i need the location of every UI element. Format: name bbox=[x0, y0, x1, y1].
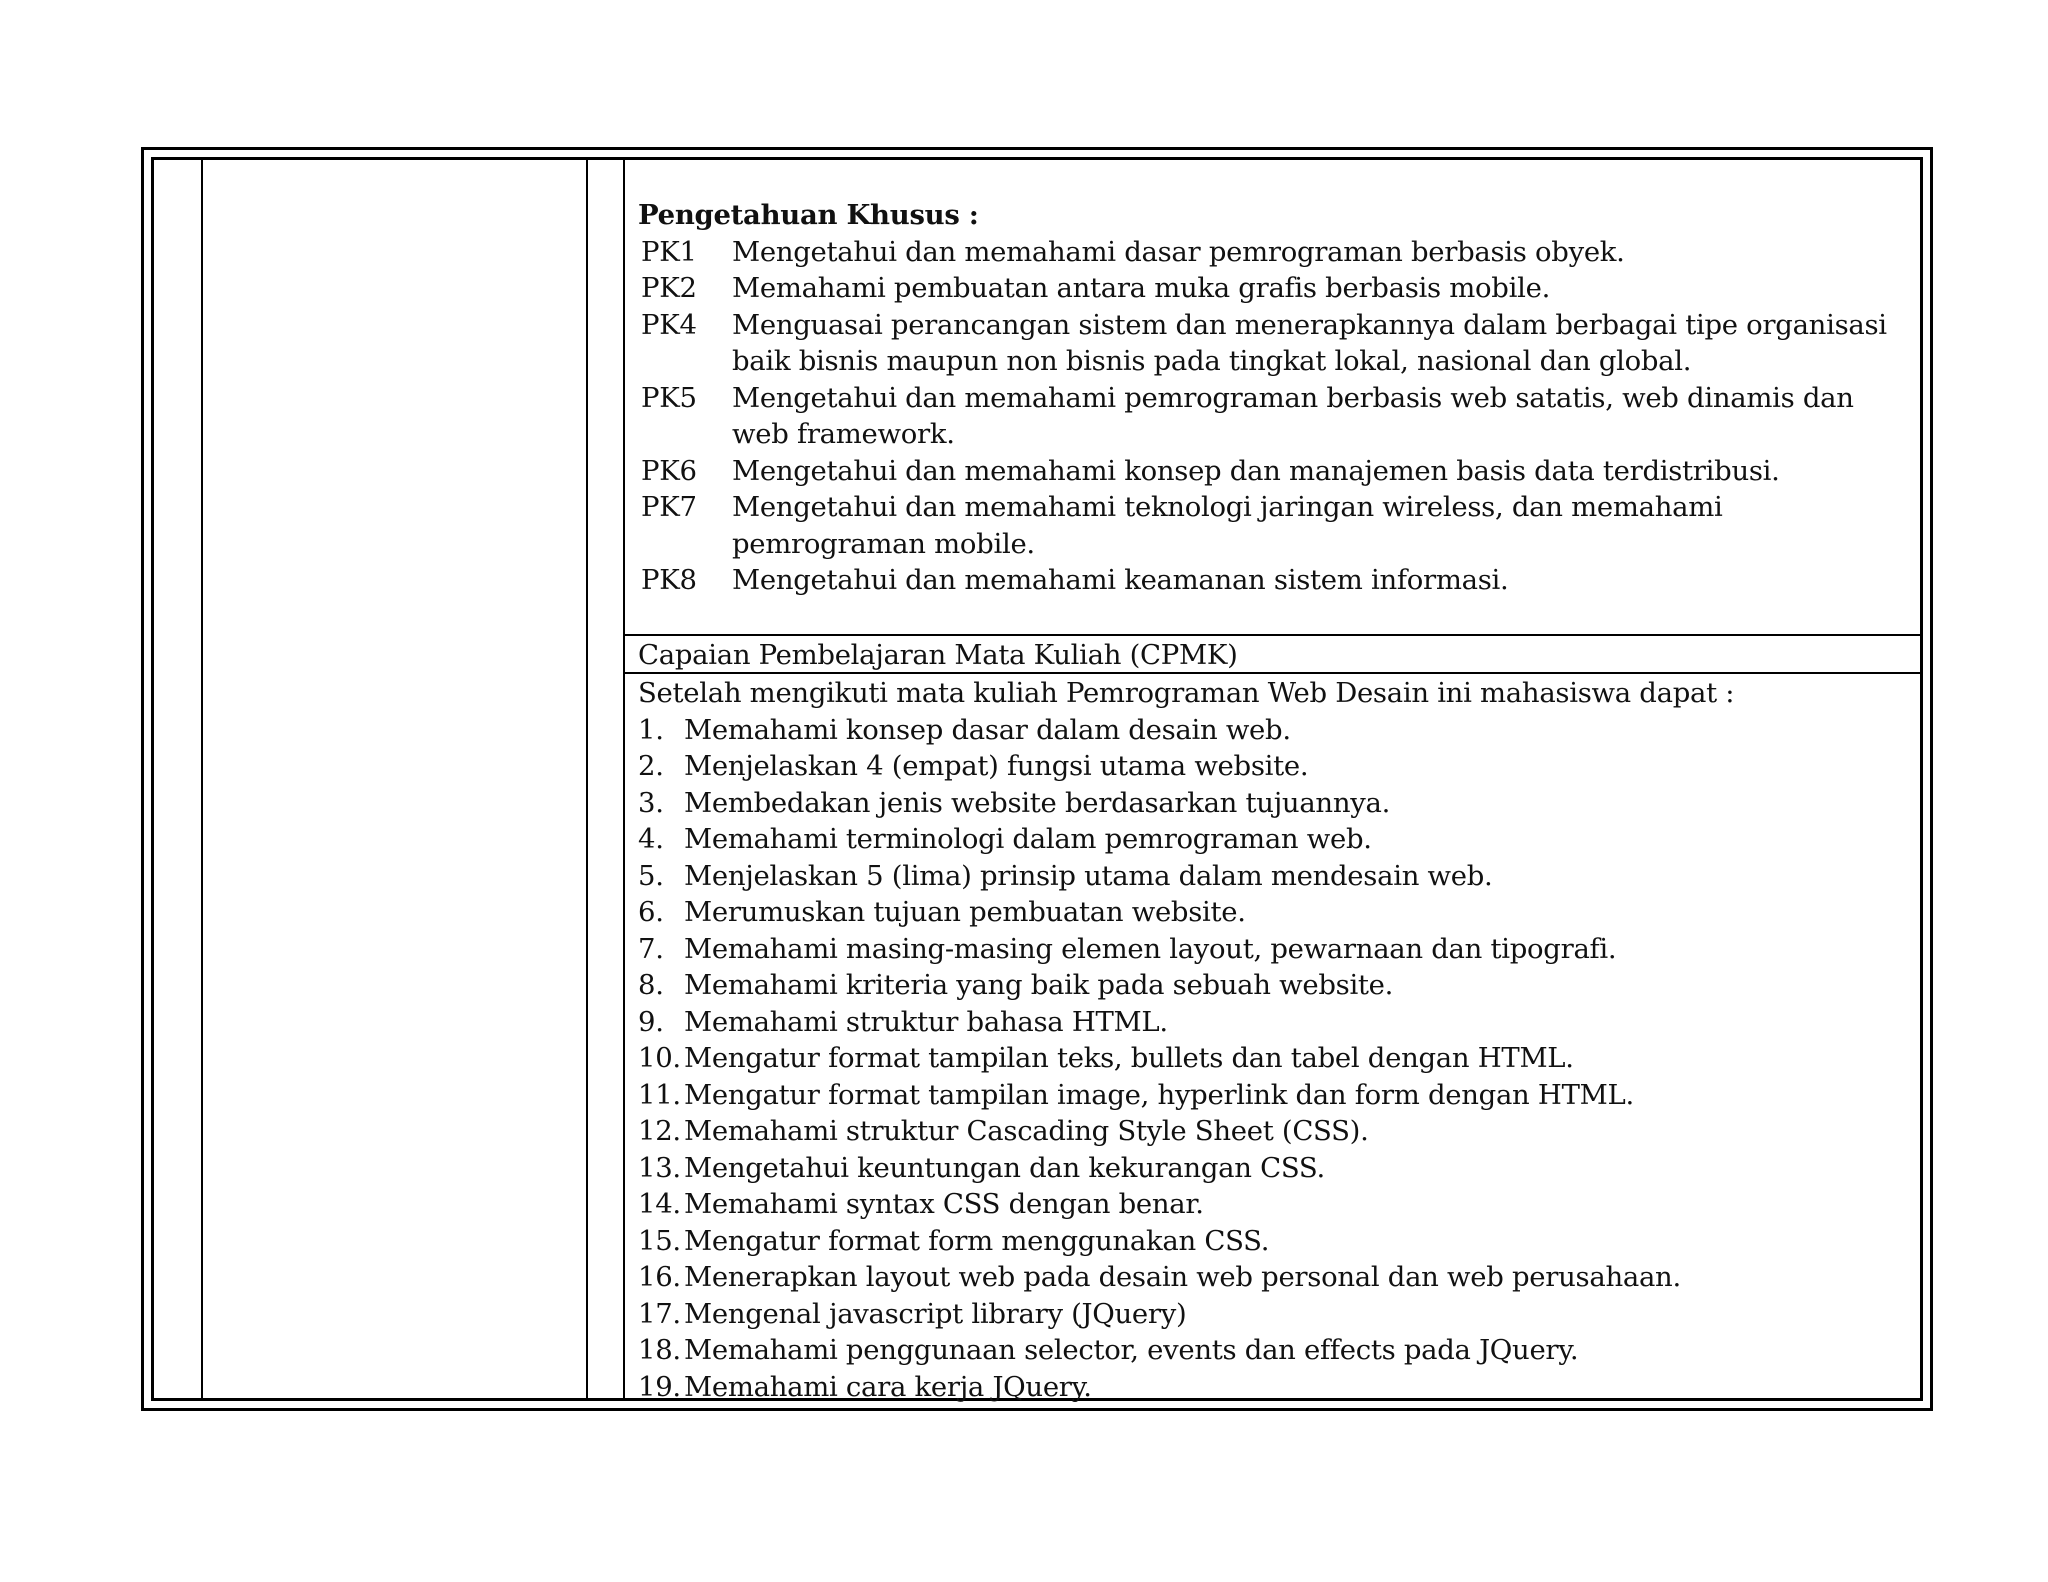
column-divider-2 bbox=[586, 158, 588, 1400]
cpmk-item bbox=[638, 894, 1908, 931]
cpmk-item-number: 4. bbox=[638, 823, 664, 855]
cpmk-item-text: Memahami syntax CSS dengan benar. bbox=[684, 1188, 1204, 1220]
cpmk-item-number: 13. bbox=[638, 1151, 681, 1184]
pengetahuan-khusus-section bbox=[638, 197, 1908, 599]
cpmk-item-number: 5. bbox=[638, 859, 664, 892]
cpmk-item-number: 12. bbox=[638, 1115, 681, 1147]
cpmk-item-text: Memahami kriteria yang baik pada sebuah website. bbox=[684, 969, 1394, 1001]
cpmk-item bbox=[638, 821, 1908, 858]
cpmk-heading: Capaian Pembelajaran Mata Kuliah (CPMK) bbox=[638, 639, 1238, 671]
cpmk-item-number: 16. bbox=[638, 1261, 681, 1293]
pk-item bbox=[638, 234, 1908, 271]
cpmk-item-text: Memahami penggunaan selector, events dan effects pada JQuery. bbox=[684, 1334, 1579, 1366]
pk-text: Mengetahui dan memahami dasar pemrograman berbasis obyek. bbox=[732, 235, 1625, 268]
pk-item bbox=[638, 380, 1908, 453]
pk-text: Mengetahui dan memahami konsep dan manajemen basis data terdistribusi. bbox=[732, 454, 1780, 487]
cpmk-item bbox=[638, 1004, 1908, 1041]
cpmk-item-number: 17. bbox=[638, 1297, 681, 1330]
pk-text: Mengetahui dan memahami pemrograman berbasis web satatis, web dinamis dan web framework. bbox=[732, 381, 1854, 450]
cpmk-item-number: 10. bbox=[638, 1042, 681, 1074]
cpmk-item-text: Memahami struktur bahasa HTML. bbox=[684, 1005, 1168, 1038]
cpmk-item bbox=[638, 748, 1908, 785]
cpmk-item-text: Memahami terminologi dalam pemrograman web. bbox=[684, 823, 1372, 855]
pk-code: PK5 bbox=[641, 381, 697, 414]
cpmk-item bbox=[638, 1040, 1908, 1077]
pk-text: Mengetahui dan memahami teknologi jaringan wireless, dan memahami pemrograman mobile. bbox=[732, 491, 1723, 560]
cpmk-item bbox=[638, 1296, 1908, 1333]
cpmk-item bbox=[638, 1259, 1908, 1296]
cpmk-item-text: Memahami konsep dasar dalam desain web. bbox=[684, 713, 1291, 746]
cpmk-intro: Setelah mengikuti mata kuliah Pemrograman Web Desain ini mahasiswa dapat : bbox=[638, 677, 1735, 709]
cpmk-item bbox=[638, 931, 1908, 968]
cpmk-item-number: 14. bbox=[638, 1188, 681, 1220]
cpmk-item-text: Mengenal javascript library (JQuery) bbox=[684, 1297, 1187, 1330]
cpmk-item bbox=[638, 1223, 1908, 1260]
cpmk-item-number: 15. bbox=[638, 1224, 681, 1257]
cpmk-item bbox=[638, 1150, 1908, 1187]
cpmk-item-number: 2. bbox=[638, 750, 664, 782]
pk-code: PK6 bbox=[641, 454, 697, 487]
cpmk-item-number: 6. bbox=[638, 896, 664, 928]
pk-item bbox=[638, 562, 1908, 599]
pk-item bbox=[638, 307, 1908, 380]
cpmk-item-text: Memahami masing-masing elemen layout, pewarnaan dan tipografi. bbox=[684, 932, 1617, 965]
cpmk-list-cell bbox=[638, 675, 1908, 1405]
pk-code: PK1 bbox=[641, 235, 697, 268]
cpmk-item-number: 9. bbox=[638, 1005, 664, 1038]
cpmk-item-text: Mengetahui keuntungan dan kekurangan CSS. bbox=[684, 1151, 1325, 1184]
cpmk-item bbox=[638, 858, 1908, 895]
pk-code: PK8 bbox=[641, 564, 697, 596]
cpmk-item-text: Menerapkan layout web pada desain web personal dan web perusahaan. bbox=[684, 1261, 1681, 1293]
cpmk-item-text: Menjelaskan 5 (lima) prinsip utama dalam mendesain web. bbox=[684, 859, 1493, 892]
cpmk-item-text: Mengatur format tampilan teks, bullets dan tabel dengan HTML. bbox=[684, 1042, 1574, 1074]
cpmk-item bbox=[638, 1332, 1908, 1369]
cpmk-item bbox=[638, 1369, 1908, 1406]
pk-item bbox=[638, 453, 1908, 490]
pk-text: Mengetahui dan memahami keamanan sistem informasi. bbox=[732, 564, 1509, 596]
cpmk-item-number: 11. bbox=[638, 1078, 681, 1111]
cpmk-heading-cell bbox=[638, 637, 1908, 674]
pk-text: Memahami pembuatan antara muka grafis berbasis mobile. bbox=[732, 272, 1551, 304]
cpmk-item-text: Memahami struktur Cascading Style Sheet (CSS). bbox=[684, 1115, 1369, 1147]
pk-text: Menguasai perancangan sistem dan menerapkannya dalam berbagai tipe organisasi baik bisnis maupun non bisnis pada tingkat lokal, nasional dan global. bbox=[732, 308, 1887, 377]
pk-item bbox=[638, 489, 1908, 562]
cpmk-item bbox=[638, 967, 1908, 1004]
pk-code: PK2 bbox=[641, 272, 697, 304]
pk-item bbox=[638, 270, 1908, 307]
cpmk-item-number: 3. bbox=[638, 786, 664, 819]
cpmk-item-number: 1. bbox=[638, 713, 664, 746]
cpmk-list bbox=[638, 712, 1908, 1406]
column-divider-3 bbox=[623, 158, 625, 1400]
cpmk-item-number: 19. bbox=[638, 1370, 681, 1403]
cpmk-item bbox=[638, 712, 1908, 749]
cpmk-item-number: 7. bbox=[638, 932, 664, 965]
pk-code: PK7 bbox=[641, 491, 697, 523]
row-divider-cpmk-top bbox=[624, 634, 1920, 636]
column-divider-1 bbox=[201, 158, 203, 1400]
cpmk-item bbox=[638, 1186, 1908, 1223]
cpmk-item bbox=[638, 1077, 1908, 1114]
cpmk-item-text: Menjelaskan 4 (empat) fungsi utama website. bbox=[684, 750, 1309, 782]
cpmk-item-number: 18. bbox=[638, 1334, 681, 1366]
cpmk-item-text: Merumuskan tujuan pembuatan website. bbox=[684, 896, 1246, 928]
pengetahuan-khusus-heading: Pengetahuan Khusus : bbox=[638, 199, 979, 231]
cpmk-item-text: Mengatur format form menggunakan CSS. bbox=[684, 1224, 1270, 1257]
cpmk-item bbox=[638, 785, 1908, 822]
cpmk-item-text: Membedakan jenis website berdasarkan tujuannya. bbox=[684, 786, 1391, 819]
cpmk-item-text: Mengatur format tampilan image, hyperlink dan form dengan HTML. bbox=[684, 1078, 1634, 1111]
cpmk-item-number: 8. bbox=[638, 969, 664, 1001]
cpmk-item-text: Memahami cara kerja JQuery. bbox=[684, 1370, 1092, 1403]
pk-code: PK4 bbox=[641, 308, 697, 341]
cpmk-item bbox=[638, 1113, 1908, 1150]
